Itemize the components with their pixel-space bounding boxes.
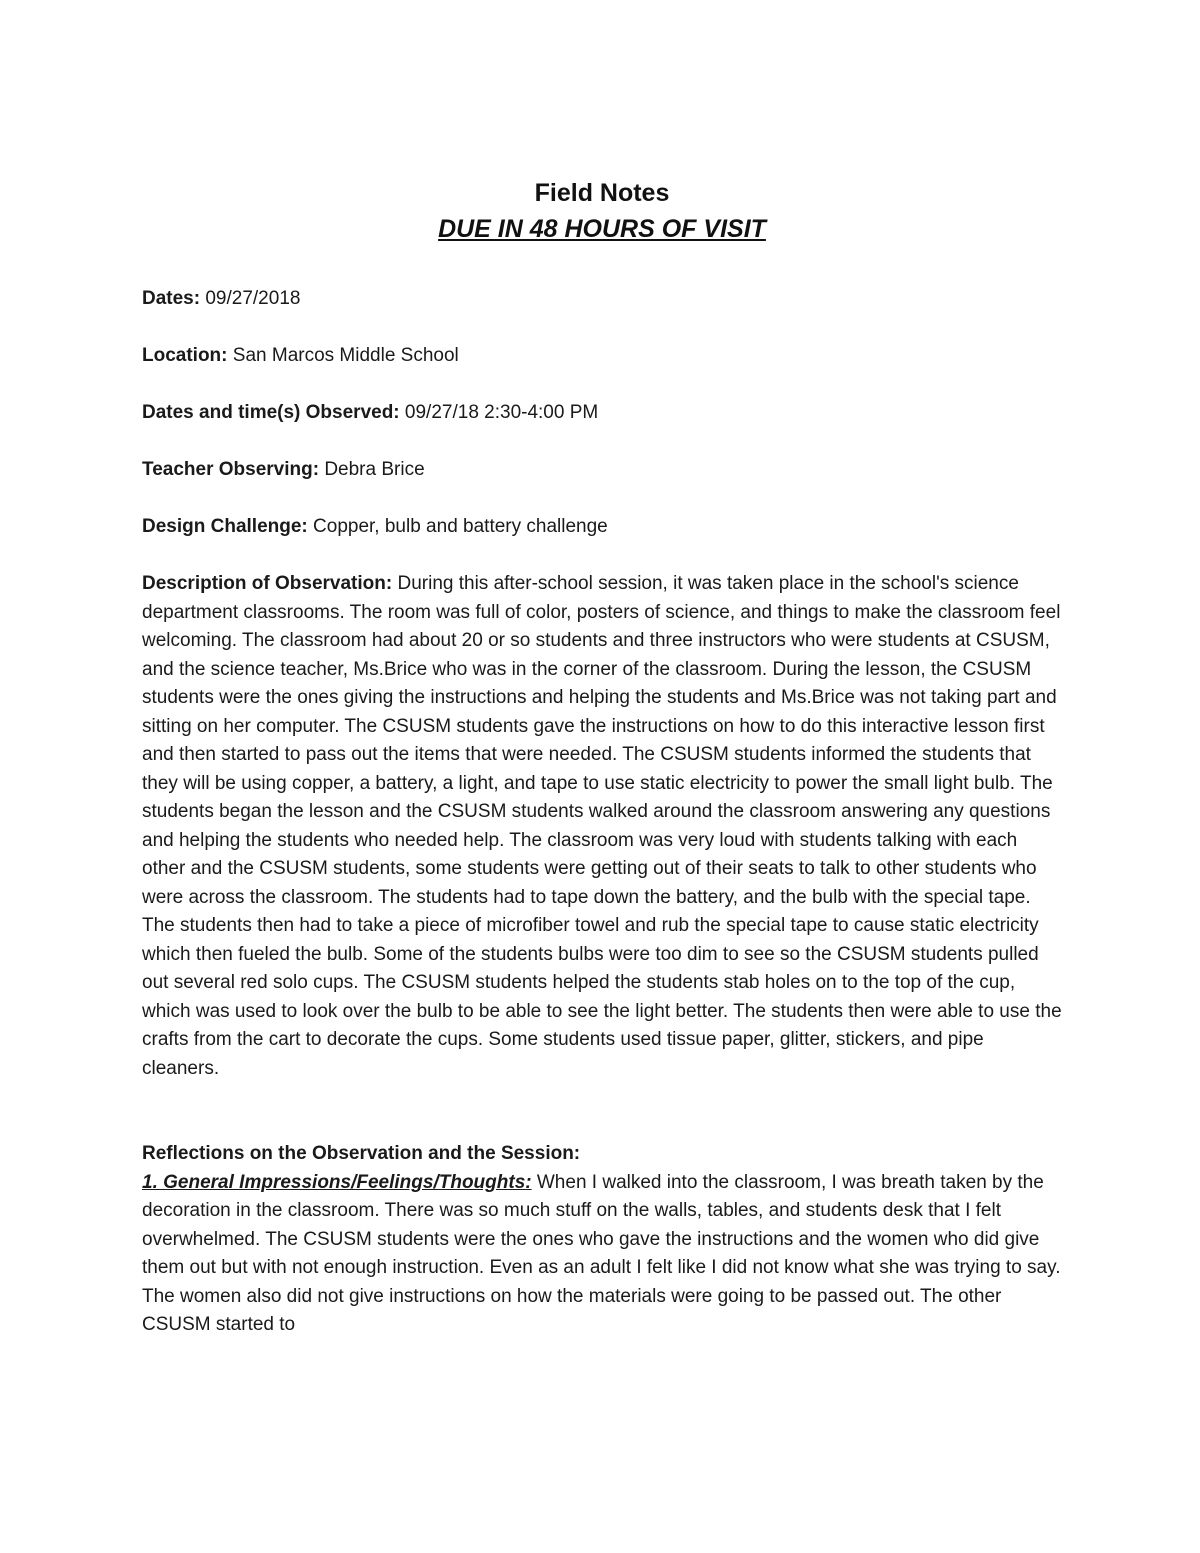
field-dates xyxy=(142,285,1062,314)
observation-description xyxy=(142,570,1062,1083)
field-time-observed xyxy=(142,399,1062,428)
field-location xyxy=(142,342,1062,371)
field-label: Dates and time(s) Observed: xyxy=(142,402,400,423)
document-subtitle: DUE IN 48 HOURS OF VISIT xyxy=(438,215,766,243)
field-label: Location: xyxy=(142,345,228,366)
field-teacher xyxy=(142,456,1062,485)
reflections-heading: Reflections on the Observation and the Session: xyxy=(142,1143,581,1164)
description-text: During this after-school session, it was taken place in the school's science department classrooms. The room was full of color, posters of science, and things to make the classroom feel welcoming. The classroom had about 20 or so students and three instructors who were students at CSUSM, and the science teacher, Ms.Brice who was in the corner of the classroom. During the lesson, the CSUSM students were the ones giving the instructions and helping the students and Ms.Brice was not taking part and sitting on her computer. The CSUSM students gave the instructions on how to do this interactive lesson first and then started to pass out the items that were needed. The CSUSM students informed the students that they will be using copper, a battery, a light, and tape to use static electricity to power the small light bulb. The students began the lesson and the CSUSM students walked around the classroom answering any questions and helping the students who needed help. The classroom was very loud with students talking with each other and the CSUSM students, some students were getting out of their seats to talk to other students who were across the classroom. The students had to tape down the battery, and the bulb with the special tape. The students then had to take a piece of microfiber towel and rub the special tape to cause static electricity which then fueled the bulb. Some of the students bulbs were too dim to see so the CSUSM students pulled out several red solo cups. The CSUSM students helped the students stab holes on to the top of the cup, which was used to look over the bulb to be able to see the light better. The students then were able to use the crafts from the cart to decorate the cups. Some students used tissue paper, glitter, stickers, and pipe cleaners. xyxy=(142,573,1062,1079)
reflection-text: When I walked into the classroom, I was breath taken by the decoration in the classroom. There was so much stuff on the walls, tables, and students desk that I felt overwhelmed. The CSUSM students were the ones who gave the instructions and the women who did give them out but with not enough instruction. Even as an adult I felt like I did not know what she was trying to say. The women also did not give instructions on how the materials were going to be passed out. The other CSUSM started to xyxy=(142,1171,1061,1335)
field-label: Teacher Observing: xyxy=(142,459,320,480)
field-value: Copper, bulb and battery challenge xyxy=(313,516,608,537)
reflection-label: 1. General Impressions/Feelings/Thoughts: xyxy=(142,1171,532,1193)
field-design-challenge xyxy=(142,513,1062,542)
field-label: Design Challenge: xyxy=(142,516,308,537)
field-value: Debra Brice xyxy=(324,459,425,480)
field-value: 09/27/18 2:30-4:00 PM xyxy=(404,402,599,423)
description-label: Description of Observation: xyxy=(142,573,393,594)
reflection-item xyxy=(142,1169,1062,1340)
field-label: Dates: xyxy=(142,288,201,309)
field-value: San Marcos Middle School xyxy=(232,345,459,366)
document-page xyxy=(142,175,1062,1340)
document-title: Field Notes xyxy=(534,179,670,207)
field-value: 09/27/2018 xyxy=(205,288,301,309)
